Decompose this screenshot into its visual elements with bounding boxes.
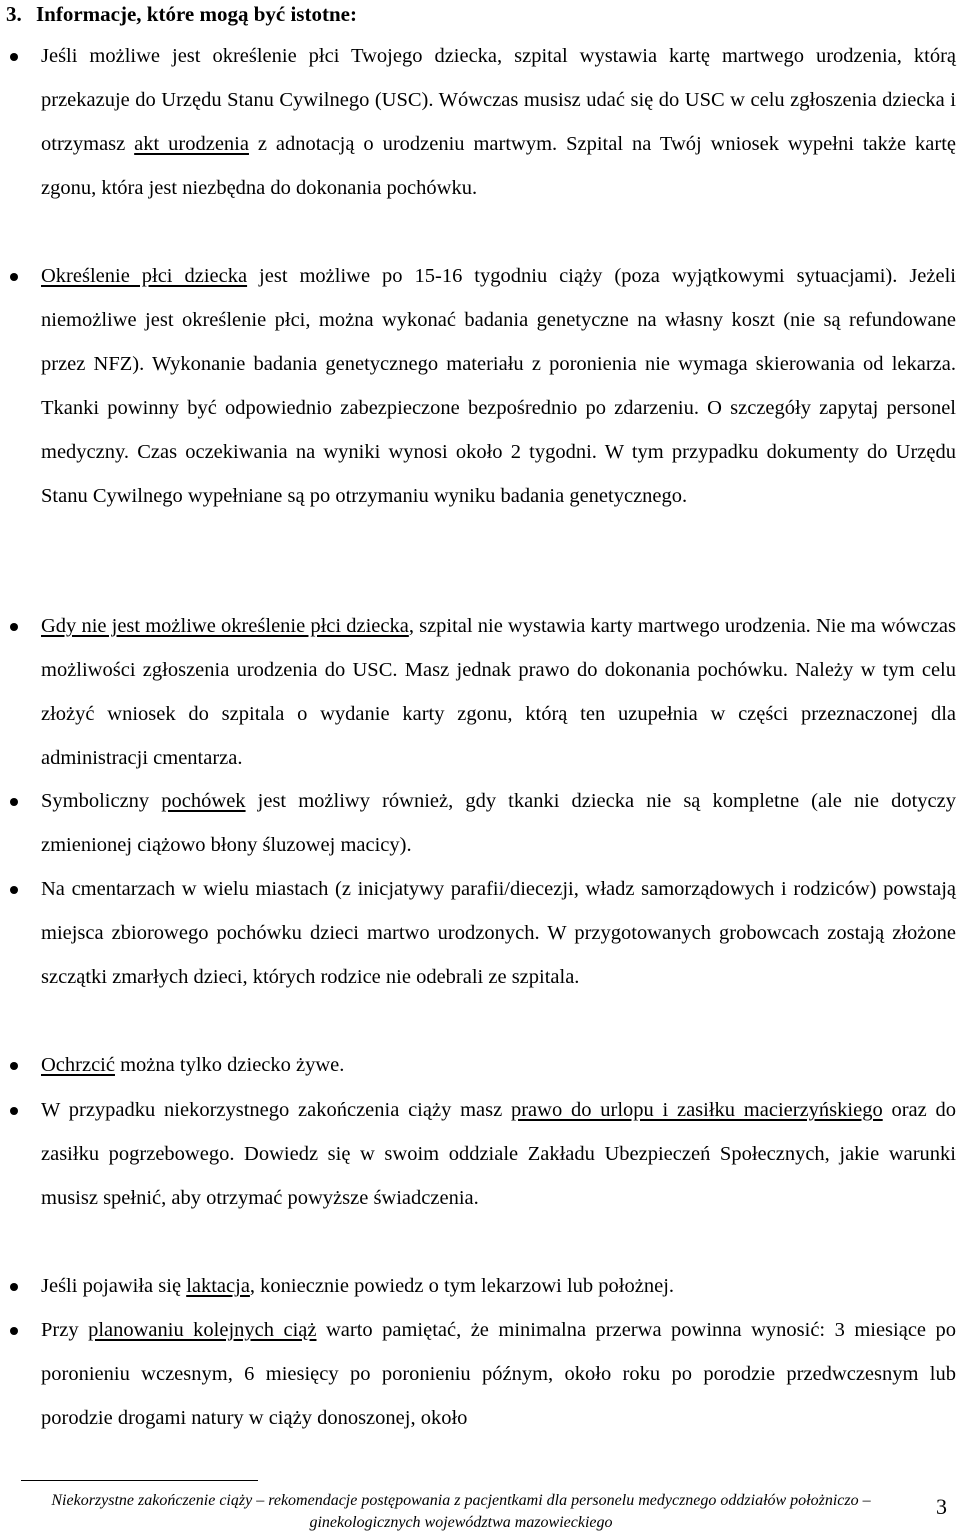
bullet-icon (10, 886, 18, 894)
list-item-cemeteries (41, 867, 956, 999)
list-item-sex-undetermined (41, 604, 956, 780)
list-item-text: Jeśli pojawiła się (41, 1275, 187, 1297)
list-item-baptism (41, 1043, 956, 1087)
list-item-text: jest możliwe po 15-16 tygodniu ciąży (poza wyjątkowymi sytuacjami). Jeżeli niemożliwe jest określenie płci, można wykonać badania genetyczne na własny koszt (nie są refundowane przez NFZ). Wykonanie badania genetycznego materiału z poronienia nie wymaga skierowania od lekarza. Tkanki powinny być odpowiednio zabezpieczone bezpośrednio po zdarzeniu. O szczegóły zapytaj personel medyczny. Czas oczekiwania na wyniki wynosi około 2 tygodni. W tym przypadku dokumenty do Urzędu Stanu Cywilnego wypełniane są po otrzymaniu wyniku badania genetycznego. (41, 265, 956, 507)
list-item-text: z adnotacją o urodzeniu martwym. Szpital na Twój wniosek wypełni także kartę zgonu, która jest niezbędna do dokonania pochówku. (41, 133, 956, 199)
list-item-text: Na cmentarzach w wielu miastach (z inicjatywy parafii/diecezji, władz samorządowych i rodziców) powstają miejsca zbiorowego pochówku dzieci martwo urodzonych. W przygotowanych grobowcach zostają złożone szczątki zmarłych dzieci, których rodzice nie odebrali ze szpitala. (41, 878, 956, 988)
list-item-text: Jeśli możliwe jest określenie płci Twojego dziecka, szpital wystawia kartę martwego urodzenia, którą przekazuje do Urzędu Stanu Cywilnego (USC). Wówczas musisz udać się do USC w celu zgłoszenia dziecka i otrzymasz (41, 45, 956, 155)
footer-divider (21, 1480, 258, 1481)
list-item-text: można tylko dziecko żywe. (114, 1054, 345, 1076)
list-item-text: , szpital nie wystawia karty martwego urodzenia. Nie ma wówczas możliwości zgłoszenia urodzenia do USC. Masz jednak prawo do dokonania pochówku. Należy w tym celu złożyć wniosek do szpitala o wydanie karty zgonu, którą ten uzupełnia w części przeznaczonej dla administracji cmentarza. (41, 615, 957, 769)
link-planning-pregnancies[interactable]: planowaniu kolejnych ciąż (88, 1319, 317, 1341)
bullet-icon (10, 798, 18, 806)
page-number: 3 (936, 1494, 947, 1519)
section-title: Informacje, które mogą być istotne: (36, 2, 357, 26)
list-item-text: jest możliwy również, gdy tkanki dziecka nie są kompletne (ale nie dotyczy zmienionej ciążowo błony śluzowej macicy). (41, 790, 956, 856)
link-sex-undetermined[interactable]: Gdy nie jest możliwe określenie płci dziecka (41, 615, 409, 637)
list-item-text: , koniecznie powiedz o tym lekarzowi lub położnej. (249, 1275, 675, 1297)
bullet-icon (10, 1327, 18, 1335)
list-item-sex-determination (41, 254, 956, 518)
list-item-next-pregnancy (41, 1308, 956, 1440)
list-item-text: Przy (41, 1319, 89, 1341)
list-item-symbolic-burial (41, 779, 956, 867)
link-sex-determination[interactable]: Określenie płci dziecka (41, 265, 248, 287)
list-item-maternity-leave (41, 1088, 956, 1220)
list-item-text: W przypadku niekorzystnego zakończenia ciąży masz (41, 1099, 511, 1121)
bullet-icon (10, 273, 18, 281)
link-baptism[interactable]: Ochrzcić (41, 1054, 115, 1076)
list-item-text: Symboliczny (41, 790, 162, 812)
bullet-icon (10, 1062, 18, 1070)
list-item-lactation (41, 1264, 956, 1308)
list-item-text: warto pamiętać, że minimalna przerwa powinna wynosić: 3 miesiące po poronieniu wczesnym, 6 miesięcy po poronieniu późnym, około roku po porodzie przedwczesnym lub porodzie drogami natury w ciąży donoszonej, około (41, 1319, 957, 1429)
bullet-icon (10, 53, 18, 61)
link-burial[interactable]: pochówek (161, 790, 246, 812)
bullet-icon (10, 1107, 18, 1115)
page-footer: Niekorzystne zakończenie ciąży – rekomendacje postępowania z pacjentkami dla personelu medycznego oddziałów położniczo – ginekologicznych województwa mazowieckiego (51, 1492, 871, 1531)
section-heading (6, 0, 357, 28)
section-number: 3. (6, 2, 22, 26)
list-item-stillbirth-card (41, 34, 956, 210)
bullet-icon (10, 623, 18, 631)
link-maternity-leave[interactable]: prawo do urlopu i zasiłku macierzyńskiego (510, 1099, 883, 1121)
list-item-text: oraz do zasiłku pogrzebowego. Dowiedz się w swoim oddziale Zakładu Ubezpieczeń Społecznych, jakie warunki musisz spełnić, aby otrzymać powyższe świadczenia. (41, 1099, 957, 1209)
link-lactation[interactable]: laktacja (186, 1275, 250, 1297)
link-birth-certificate[interactable]: akt urodzenia (134, 133, 249, 155)
bullet-icon (10, 1283, 18, 1291)
